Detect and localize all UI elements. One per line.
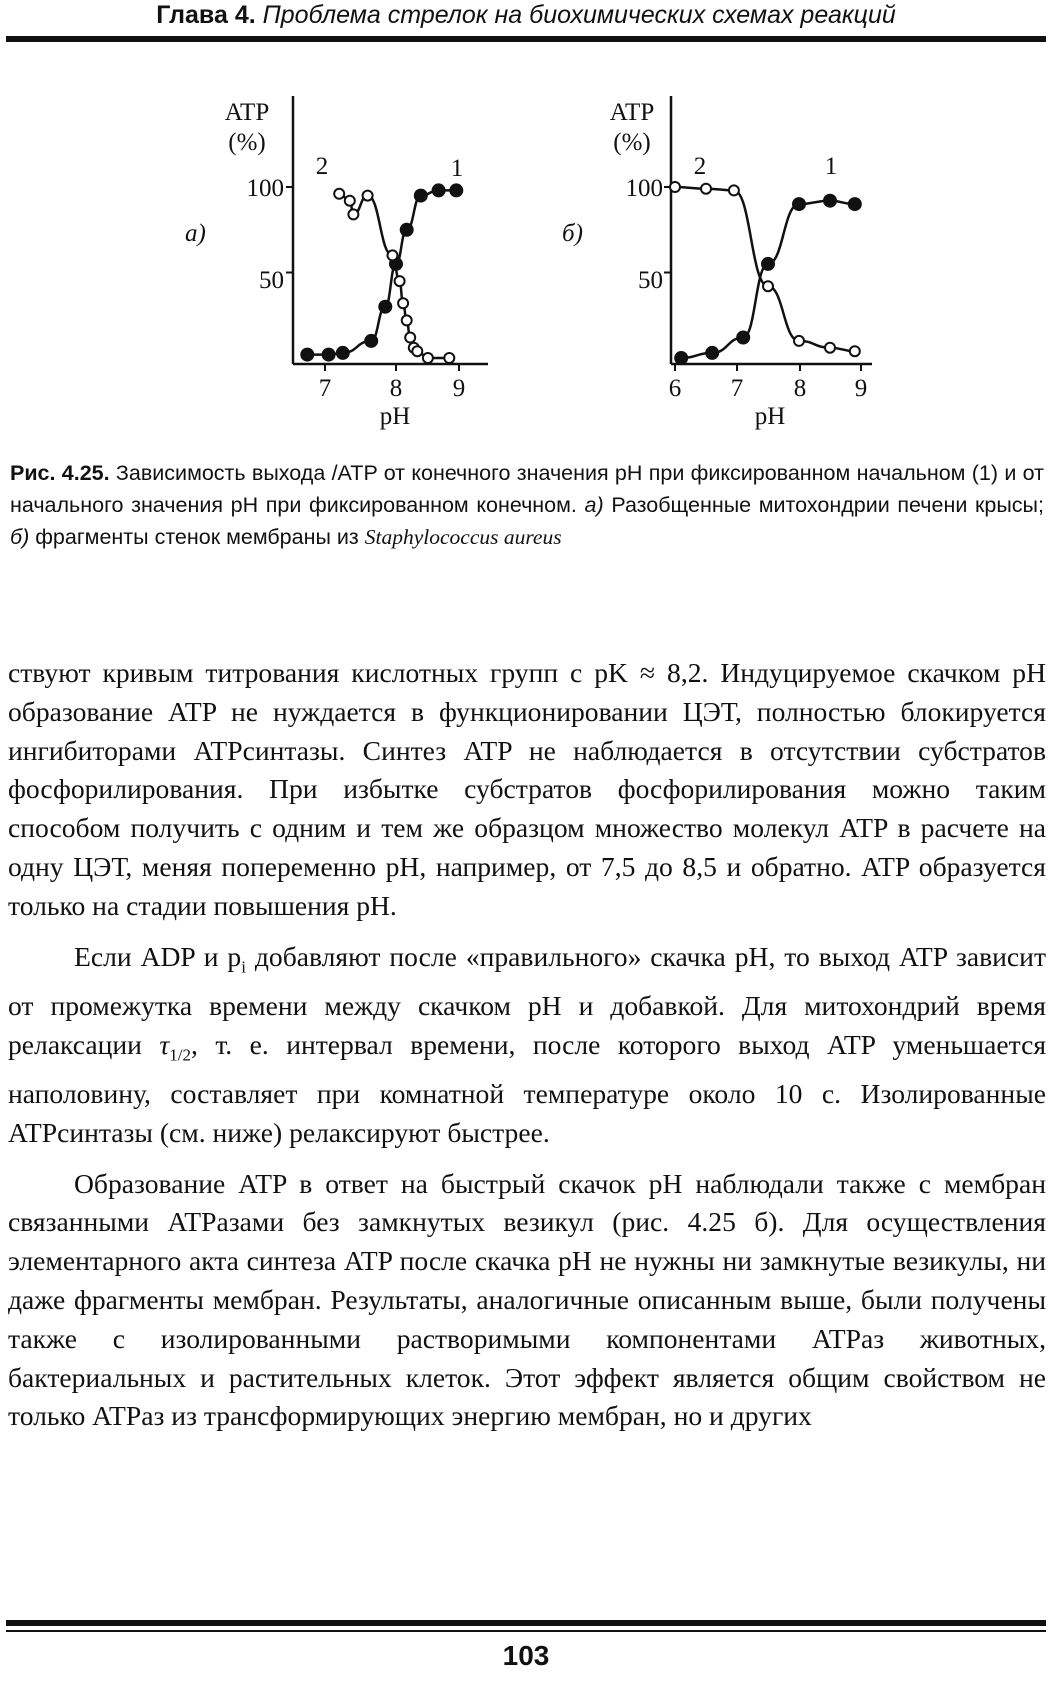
panel-b-series-1-point	[737, 332, 749, 344]
panel-b-ytick-100: 100	[625, 175, 663, 202]
panel-a-series-2-point	[423, 353, 433, 363]
panel-a-series-1-point	[433, 184, 445, 196]
paragraph-3: Образование ATP в ответ на быстрый скачок pH наблюдали также с мембран связанными ATPазами без замкнутых везикул (рис. 4.25 б). Для осуществления элементарного акта синтеза ATP после скачка pH не нужны ни замкнутые везикулы, ни даже фрагменты мембран. Результаты, аналогичные описанным выше, были получены также с изолированными растворимыми компонентами ATPаз животных, бактериальных и растительных клеток. Этот эффект является общим свойством не только ATPаз из трансформирующих энергию мембран, но и других	[8, 1167, 1046, 1432]
panel-a-label: а)	[185, 220, 206, 247]
caption-text-1: Зависимость выхода /ATP от конечного значения pH при фиксированном начальном (1) и от начального значения pH при фиксированном конечном.	[10, 461, 1045, 517]
panel-a-ytick-100: 100	[246, 175, 284, 202]
panel-a	[185, 99, 465, 430]
panel-a-series-1-point	[301, 349, 313, 361]
chapter-title: Проблема стрелок на биохимических схемах реакций	[262, 1, 896, 29]
panel-b-xtick-6: 6	[668, 375, 682, 402]
page-number: 103	[502, 1640, 550, 1671]
panel-b-xtick-7: 7	[730, 375, 744, 402]
body-text	[8, 654, 1046, 1436]
paragraph-2-part-c: , т. е. интервал времени, после которого выход ATP уменьшается наполовину, составляет при комнатной температуре около 10 с. Изолированные ATPсинтазы (см. ниже) релаксируют быстрее.	[8, 1028, 1047, 1148]
panel-a-y-unit: (%)	[228, 129, 266, 156]
paragraph-1: ствуют кривым титрования кислотных групп с pK ≈ 8,2. Индуцируемое скачком pH образование ATP не нуждается в функционировании ЦЭТ, полностью блокируется ингибиторами ATPсинтазы. Синтез ATP не наблюдается в отсутствии субстратов фосфорилирования. При избытке субстратов фосфорилирования можно таким способом получить с одним и тем же образцом множество молекул ATP в расчете на одну ЦЭТ, меняя попеременно pH, например, от 7,5 до 8,5 и обратно. ATP образуется только на стадии повышения pH.	[8, 657, 1046, 921]
panel-a-series-1-point	[323, 349, 335, 361]
footer-rule	[6, 1620, 1046, 1626]
footer-rule-thin	[6, 1630, 1046, 1632]
panel-a-curve-label-1: 1	[450, 155, 464, 182]
paragraph-2-tau: τ	[159, 1028, 170, 1060]
panel-a-xtick-9: 9	[452, 375, 466, 402]
panel-b-series-2-point	[850, 346, 860, 356]
panel-b-y-unit: (%)	[613, 129, 651, 156]
panel-b-ytick-50: 50	[638, 267, 663, 294]
panel-a-series-2-point	[398, 298, 408, 308]
panel-b-series-1-point	[675, 352, 687, 364]
figure-4-25	[0, 86, 1052, 446]
panel-a-series-2-point	[388, 250, 398, 260]
panel-a-series-2-point	[345, 196, 355, 206]
running-header	[0, 0, 1052, 30]
chapter-label: Глава 4.	[156, 1, 256, 29]
header-rule	[6, 36, 1046, 42]
panel-a-series-1-point	[379, 301, 391, 313]
panel-b-series-2-point	[825, 343, 835, 353]
panel-b-series-1-point	[849, 198, 861, 210]
caption-species: Staphylococcus aureus	[364, 525, 562, 549]
paragraph-2	[8, 938, 1046, 1153]
panel-a-y-title: ATP	[224, 99, 270, 126]
paragraph-2-tau-sub: 1/2	[169, 1045, 191, 1065]
caption-figure-number: Рис. 4.25.	[10, 461, 110, 485]
panel-b-x-title: pH	[754, 403, 786, 430]
panel-a-series-2-point	[395, 276, 405, 286]
panel-b-xtick-9: 9	[854, 375, 868, 402]
panel-b-curve-label-2: 2	[693, 153, 707, 180]
panel-a-series-2-point	[334, 189, 344, 199]
panel-a-series-1-point	[365, 335, 377, 347]
caption-label-b: б)	[10, 525, 30, 549]
panel-b	[562, 99, 867, 430]
panel-a-series-2-point	[363, 191, 373, 201]
panel-b-series-1-point	[824, 195, 836, 207]
panel-b-series-1-line	[681, 201, 855, 358]
panel-b-series-1-point	[762, 258, 774, 270]
panel-a-series-2-point	[402, 315, 412, 325]
panel-a-series-1-point	[337, 347, 349, 359]
panel-a-series-1-line	[307, 190, 456, 354]
paragraph-2-part-b: добавляют после «правильного» скачка pH, то выход ATP зависит от промежутка времени между скачком pH и добавкой. Для митохондрий время релаксации	[8, 940, 1047, 1060]
panel-a-series-2-point	[348, 209, 358, 219]
panel-a-x-title: pH	[379, 403, 411, 430]
panel-a-series-1-point	[450, 184, 462, 196]
caption-label-a: а)	[584, 493, 604, 517]
caption-text-2: Разобщенные митохондрии печени крысы;	[603, 493, 1044, 517]
panel-b-series-2-point	[794, 336, 804, 346]
panel-b-series-2-point	[729, 185, 739, 195]
caption-text-3: фрагменты стенок мембраны из	[29, 525, 365, 549]
panel-b-label: б)	[562, 220, 583, 247]
paragraph-2-part-a: Если ADP и p	[74, 940, 242, 972]
panel-a-xtick-8: 8	[389, 375, 403, 402]
panel-b-series-2-point	[670, 182, 680, 192]
panel-a-curve-label-2: 2	[315, 153, 329, 180]
panel-b-y-title: ATP	[609, 99, 655, 126]
panel-b-series-1-point	[706, 347, 718, 359]
panel-b-series-2-point	[701, 184, 711, 194]
panel-a-series-2-point	[405, 333, 415, 343]
panel-b-xtick-8: 8	[793, 375, 807, 402]
panel-b-series-2-point	[763, 281, 773, 291]
panel-a-xtick-7: 7	[318, 375, 332, 402]
figure-caption	[10, 457, 1044, 553]
paragraph-2-sub-i: i	[241, 957, 246, 977]
panel-a-series-1-point	[401, 224, 413, 236]
panel-b-curve-label-1: 1	[824, 153, 838, 180]
panel-a-series-2-point	[444, 353, 454, 363]
panel-b-series-1-point	[793, 198, 805, 210]
panel-a-series-1-point	[415, 190, 427, 202]
panel-a-ytick-50: 50	[259, 267, 284, 294]
panel-a-series-2-point	[412, 346, 422, 356]
